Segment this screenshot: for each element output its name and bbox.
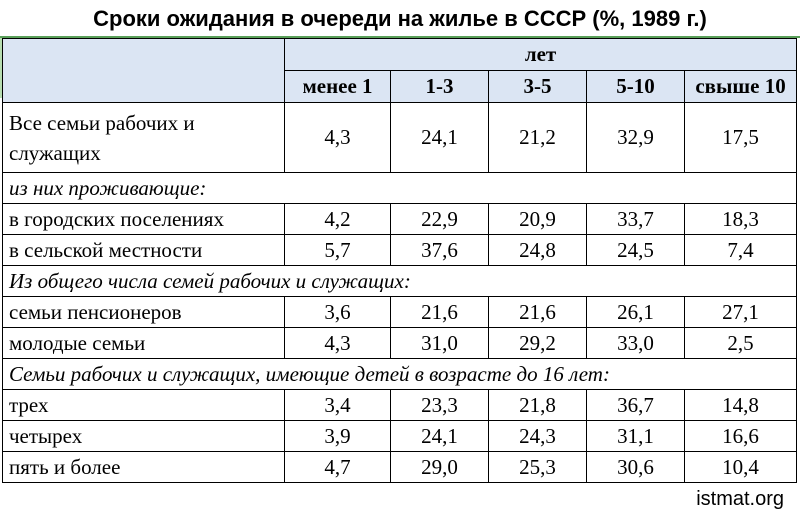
header-col-over-10: свыше 10 [685, 71, 797, 103]
table-cell: 21,6 [489, 297, 587, 328]
table-cell: 36,7 [587, 390, 685, 421]
row-label: в городских поселениях [3, 204, 285, 235]
table-row [3, 452, 797, 483]
section-row [3, 359, 797, 390]
table-cell: 33,7 [587, 204, 685, 235]
row-label: пять и более [3, 452, 285, 483]
table-cell: 33,0 [587, 328, 685, 359]
section-label: Семьи рабочих и служащих, имеющие детей в возрасте до 16 лет: [3, 359, 797, 390]
header-col-less-1: менее 1 [285, 71, 391, 103]
table-cell: 24,1 [391, 421, 489, 452]
table-cell: 29,0 [391, 452, 489, 483]
table-title: Сроки ожидания в очереди на жилье в СССР (%, 1989 г.) [93, 6, 707, 31]
table-cell: 27,1 [685, 297, 797, 328]
table-cell: 3,4 [285, 390, 391, 421]
table-cell: 4,3 [285, 103, 391, 173]
table-cell: 37,6 [391, 235, 489, 266]
header-col-3-5: 3-5 [489, 71, 587, 103]
table-cell: 21,6 [391, 297, 489, 328]
table-cell: 30,6 [587, 452, 685, 483]
table-cell: 17,5 [685, 103, 797, 173]
table-row [3, 297, 797, 328]
table-cell: 23,3 [391, 390, 489, 421]
table-cell: 7,4 [685, 235, 797, 266]
table-row [3, 235, 797, 266]
table-cell: 4,7 [285, 452, 391, 483]
table-row [3, 103, 797, 173]
header-col-5-10: 5-10 [587, 71, 685, 103]
row-label: Все семьи рабочих и служащих [3, 103, 285, 173]
table-cell: 3,9 [285, 421, 391, 452]
table-cell: 5,7 [285, 235, 391, 266]
table-cell: 21,2 [489, 103, 587, 173]
table-cell: 32,9 [587, 103, 685, 173]
row-label: в сельской местности [3, 235, 285, 266]
table-cell: 3,6 [285, 297, 391, 328]
table-cell: 29,2 [489, 328, 587, 359]
table-cell: 26,1 [587, 297, 685, 328]
table-cell: 25,3 [489, 452, 587, 483]
table-cell: 10,4 [685, 452, 797, 483]
table-cell: 18,3 [685, 204, 797, 235]
table-cell: 4,2 [285, 204, 391, 235]
table-cell: 31,1 [587, 421, 685, 452]
header-col-1-3: 1-3 [391, 71, 489, 103]
table-cell: 14,8 [685, 390, 797, 421]
row-label: четырех [3, 421, 285, 452]
section-label: Из общего числа семей рабочих и служащих: [3, 266, 797, 297]
table-cell: 24,3 [489, 421, 587, 452]
table-cell: 4,3 [285, 328, 391, 359]
table-cell: 24,8 [489, 235, 587, 266]
table-cell: 24,5 [587, 235, 685, 266]
section-label: из них проживающие: [3, 173, 797, 204]
header-group-years: лет [285, 39, 797, 71]
row-label: трех [3, 390, 285, 421]
table-row [3, 390, 797, 421]
table-row [3, 421, 797, 452]
table-cell: 24,1 [391, 103, 489, 173]
row-label: семьи пенсионеров [3, 297, 285, 328]
header-empty-cell [3, 39, 285, 103]
table-row [3, 328, 797, 359]
section-row [3, 266, 797, 297]
table-body [3, 103, 797, 483]
row-label: молодые семьи [3, 328, 285, 359]
table-cell: 2,5 [685, 328, 797, 359]
watermark: istmat.org [696, 488, 784, 510]
table-cell: 21,8 [489, 390, 587, 421]
waiting-time-table [2, 38, 797, 483]
table-cell: 31,0 [391, 328, 489, 359]
table-cell: 20,9 [489, 204, 587, 235]
section-row [3, 173, 797, 204]
table-row [3, 204, 797, 235]
table-cell: 22,9 [391, 204, 489, 235]
table-cell: 16,6 [685, 421, 797, 452]
